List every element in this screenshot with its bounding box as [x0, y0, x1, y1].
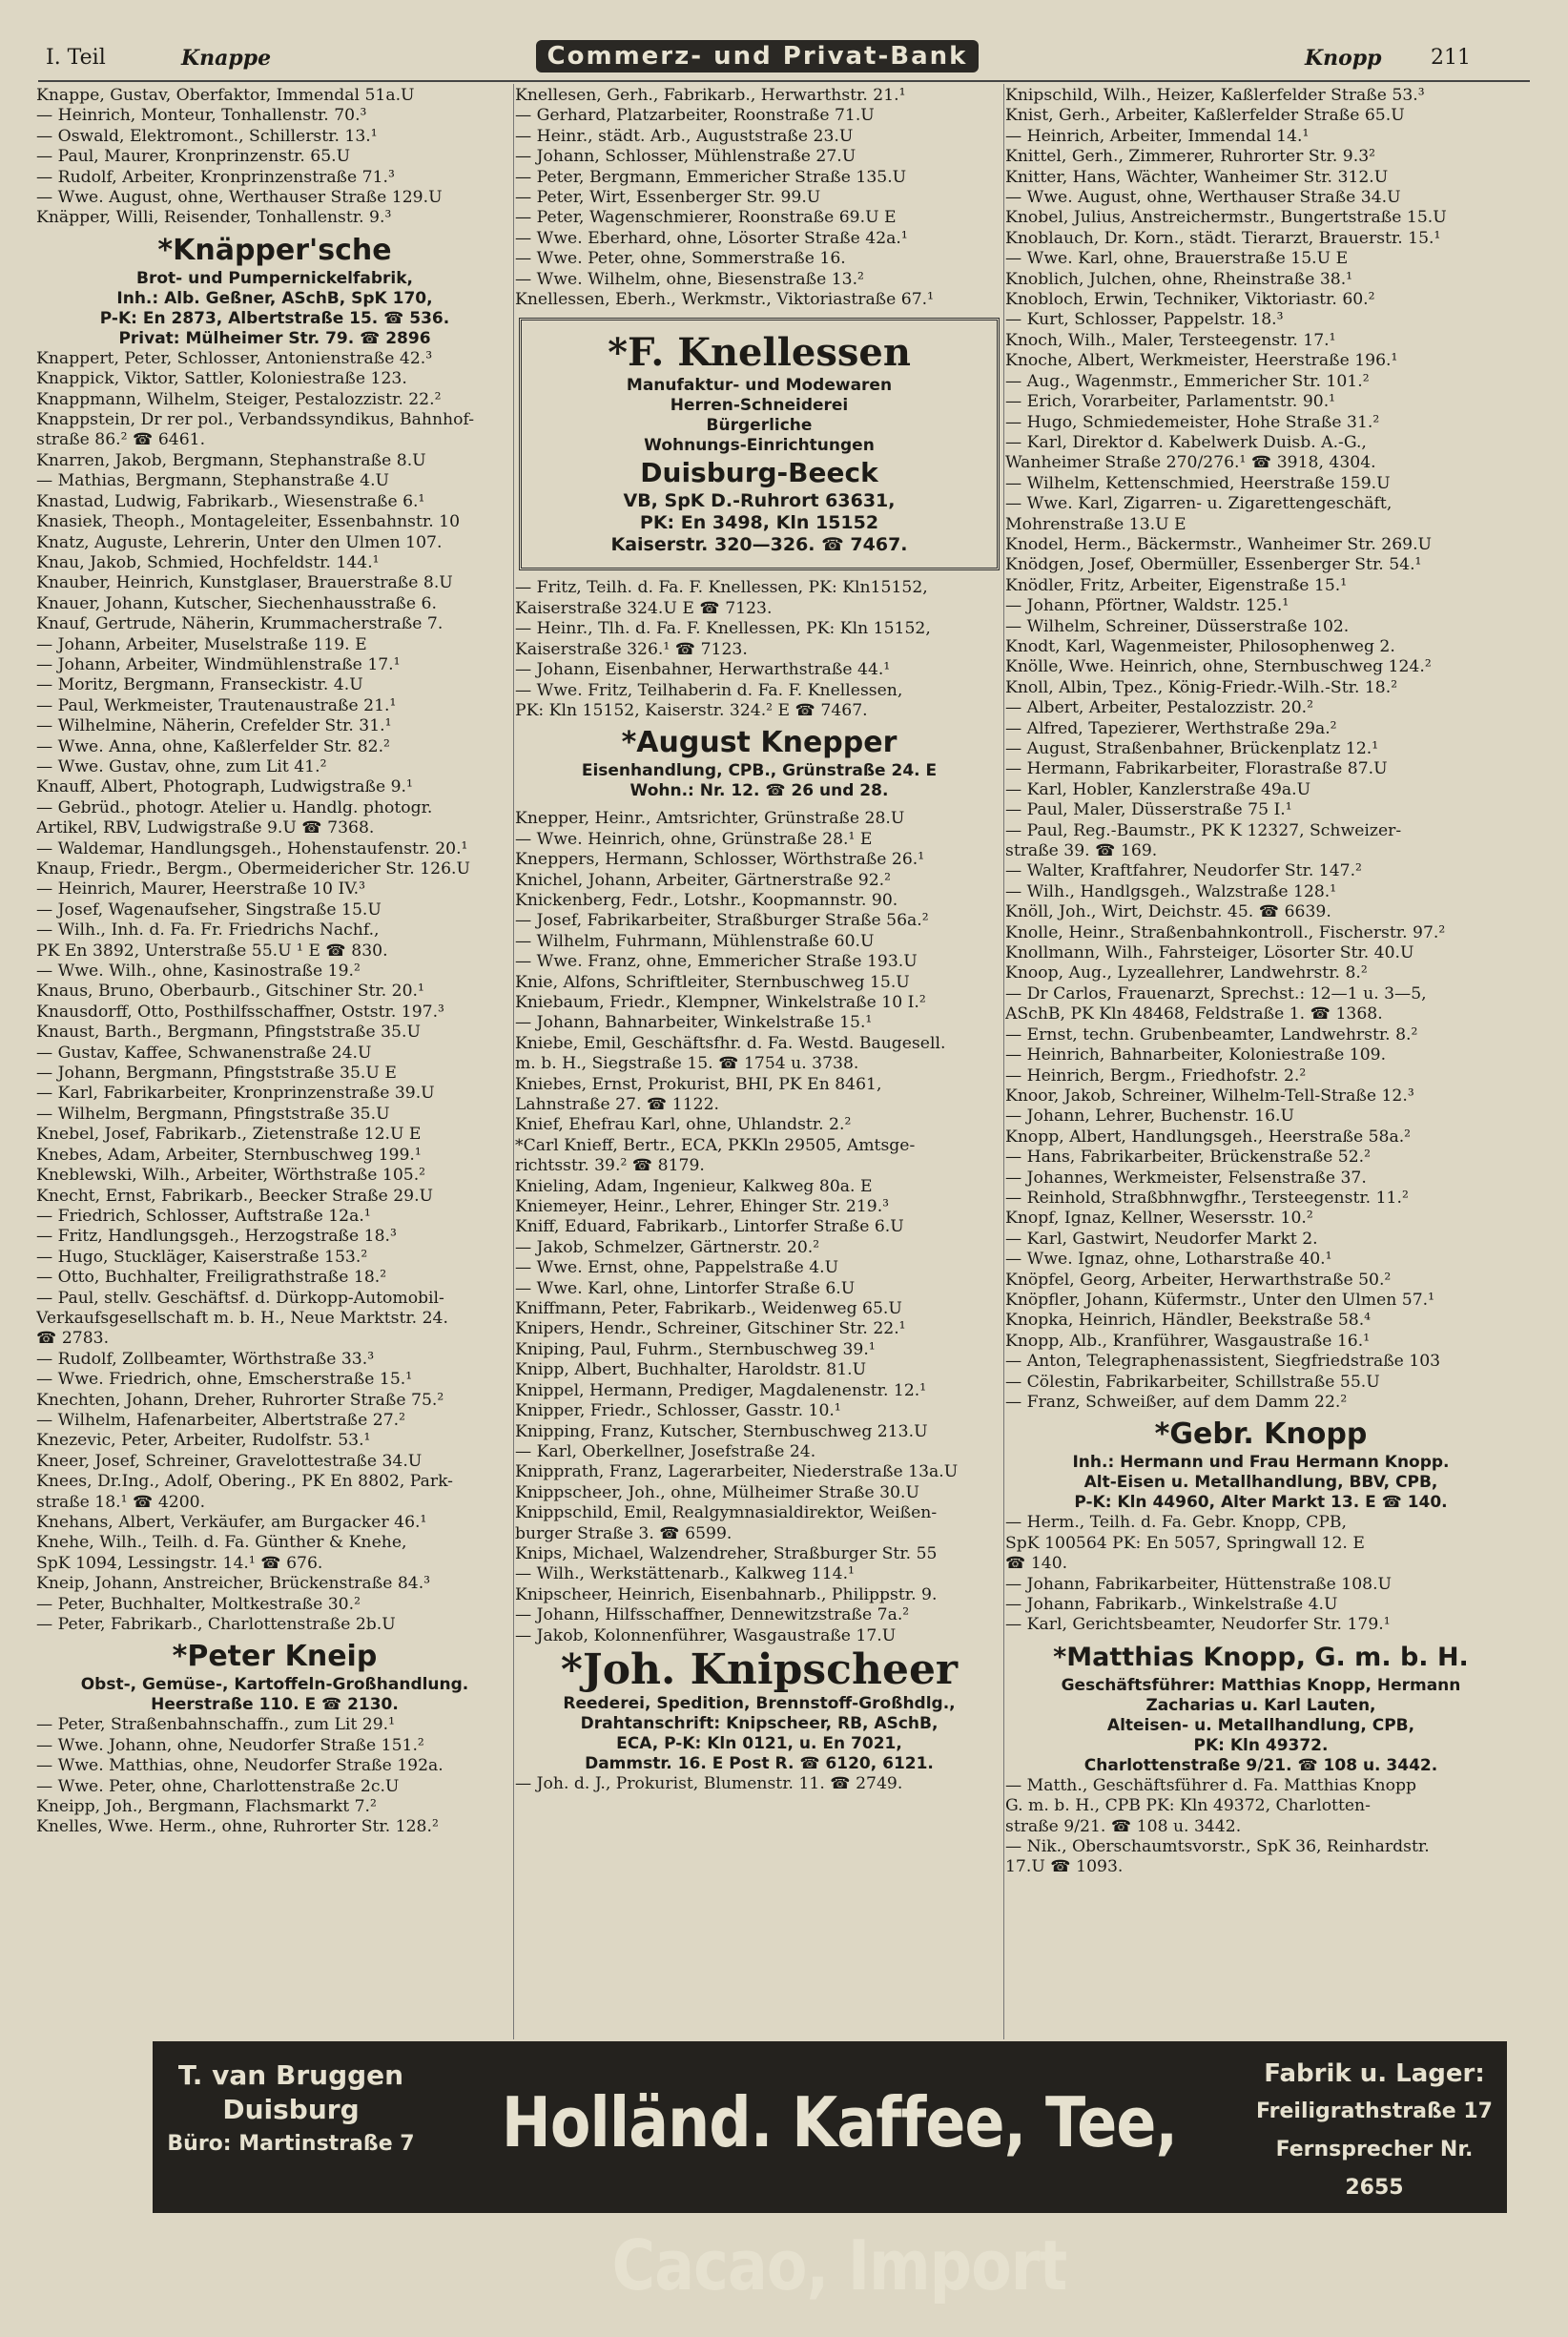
directory-entry: Lahnstraße 27. ☎ 1122. [515, 1095, 719, 1114]
directory-entry: — Johann, Schlosser, Mühlenstraße 27.U [515, 147, 856, 167]
directory-entry: — Franz, Schweißer, auf dem Damm 22.² [1005, 1393, 1348, 1412]
directory-entry: Knoblauch, Dr. Korn., städt. Tierarzt, Brauerstr. 15.¹ [1005, 228, 1441, 248]
directory-entry: Knieling, Adam, Ingenieur, Kalkweg 80a. E [515, 1176, 873, 1196]
directory-entry: Knödler, Fritz, Arbeiter, Eigenstraße 15.¹ [1005, 575, 1348, 595]
ad-line: P-K: En 2873, Albertstraße 15. ☎ 536. [99, 308, 450, 328]
directory-entry: G. m. b. H., CPB PK: Kln 49372, Charlotten- [1005, 1796, 1371, 1816]
directory-entry: richtsstr. 39.² ☎ 8179. [515, 1156, 705, 1176]
directory-entry: Kniffmann, Peter, Fabrikarb., Weidenweg 65.U [515, 1299, 902, 1319]
directory-entry: — Paul, Maurer, Kronprinzenstr. 65.U [36, 147, 351, 167]
directory-entry: — Mathias, Bergmann, Stephanstraße 4.U [36, 471, 390, 491]
directory-entry: Knöll, Joh., Wirt, Deichstr. 45. ☎ 6639. [1005, 902, 1331, 922]
directory-entry: Knopp, Alb., Kranführer, Wasgaustraße 16.¹ [1005, 1331, 1371, 1351]
directory-entry: — Johann, Pförtner, Waldstr. 125.¹ [1005, 596, 1289, 616]
directory-entry: — Johann, Fabrikarb., Winkelstraße 4.U [1005, 1595, 1338, 1615]
directory-entry: — Hermann, Fabrikarbeiter, Florastraße 87.U [1005, 759, 1388, 779]
directory-entry: Knittel, Gerh., Zimmerer, Ruhrorter Str. 9.3² [1005, 147, 1376, 167]
directory-entry: — Wilh., Handlgsgeh., Walzstraße 128.¹ [1005, 881, 1337, 901]
ad-line: Drahtanschrift: Knipscheer, RB, ASchB, [580, 1713, 939, 1733]
directory-entry: straße 9/21. ☎ 108 u. 3442. [1005, 1816, 1242, 1836]
ad-line: Duisburg-Beeck [640, 457, 878, 489]
directory-entry: — Rudolf, Arbeiter, Kronprinzenstraße 71.³ [36, 167, 395, 187]
directory-entry: Knehans, Albert, Verkäufer, am Burgacker 46.¹ [36, 1513, 427, 1532]
directory-entry: Kneip, Johann, Anstreicher, Brückenstraße 84.³ [36, 1574, 431, 1594]
directory-entry: Knipscheer, Heinrich, Eisenbahnarb., Philippstr. 9. [515, 1584, 938, 1604]
footer-office: Büro: Martinstraße 7 [167, 2132, 415, 2156]
ad-line: Geschäftsführer: Matthias Knopp, Hermann [1061, 1675, 1461, 1695]
directory-entry: Kaiserstraße 324.U E ☎ 7123. [515, 598, 773, 618]
directory-entry: Knezevic, Peter, Arbeiter, Rudolfstr. 53.¹ [36, 1431, 371, 1451]
directory-entry: — Wwe. Johann, ohne, Neudorfer Straße 151.² [36, 1735, 424, 1755]
directory-entry: Wanheimer Straße 270/276.¹ ☎ 3918, 4304. [1005, 453, 1376, 473]
right-guide-name: Knopp [1305, 46, 1382, 71]
directory-entry: Kneppers, Hermann, Schlosser, Wörthstraße 26.¹ [515, 850, 925, 870]
directory-entry: — Josef, Wagenaufseher, Singstraße 15.U [36, 900, 382, 920]
directory-entry: Knolle, Heinr., Straßenbahnkontroll., Fischerstr. 97.² [1005, 922, 1446, 942]
directory-entry: — Wwe. Wilh., ohne, Kasinostraße 19.² [36, 962, 361, 982]
directory-entry: — Jakob, Kolonnenführer, Wasgaustraße 17.U [515, 1625, 897, 1645]
directory-entry: Knaust, Barth., Bergmann, Pfingststraße 35.U [36, 1023, 421, 1043]
col3-entries-top [1005, 86, 1516, 1413]
directory-entry: Knippscheer, Joh., ohne, Mülheimer Straße 30.U [515, 1482, 919, 1502]
directory-entry: — Waldemar, Handlungsgeh., Hohenstaufenstr. 20.¹ [36, 838, 468, 858]
directory-entry: — Wwe. Karl, ohne, Brauerstraße 15.U E [1005, 249, 1349, 269]
directory-entry: Knöpfler, Johann, Küfermstr., Unter den Ulmen 57.¹ [1005, 1290, 1435, 1310]
column-3 [1005, 86, 1516, 2043]
directory-entry: Kniemeyer, Heinr., Lehrer, Ehinger Str. 219.³ [515, 1197, 890, 1217]
directory-entry: Knipping, Franz, Kutscher, Sternbuschweg 213.U [515, 1421, 928, 1441]
ad-line: Manufaktur- und Modewaren [626, 376, 893, 396]
ad-line: Kaiserstr. 320—326. ☎ 7467. [610, 534, 908, 556]
knepper-ad-title: *August Knepper [621, 726, 897, 760]
directory-entry: — Wwe. August, ohne, Werthauser Straße 34.U [1005, 188, 1401, 208]
directory-entry: Knie, Alfons, Schriftleiter, Sternbuschweg 15.U [515, 972, 910, 992]
directory-entry: — Fritz, Handlungsgeh., Herzogstraße 18.³ [36, 1227, 397, 1247]
directory-entry: — Reinhold, Straßbhnwgfhr., Tersteegenstr. 11.² [1005, 1188, 1409, 1208]
directory-entry: — Wilh., Werkstättenarb., Kalkweg 114.¹ [515, 1564, 855, 1584]
ad-line: Alteisen- u. Metallhandlung, CPB, [1106, 1715, 1415, 1735]
directory-entry: straße 39. ☎ 169. [1005, 841, 1158, 861]
directory-entry: — Cölestin, Fabrikarbeiter, Schillstraße 55.U [1005, 1372, 1380, 1392]
left-guide-name: Knappe [181, 46, 272, 71]
directory-entry: — Wilhelm, Fuhrmann, Mühlenstraße 60.U [515, 931, 875, 951]
directory-entry: Knausdorff, Otto, Posthilfsschaffner, Oststr. 197.³ [36, 1002, 444, 1022]
directory-entry: — Wwe. Karl, ohne, Lintorfer Straße 6.U [515, 1278, 856, 1298]
directory-entry: — Heinrich, Bahnarbeiter, Koloniestraße 109. [1005, 1045, 1387, 1065]
directory-entry: — Anton, Telegraphenassistent, Siegfriedstraße 103 [1005, 1352, 1441, 1372]
directory-entry: — Wilhelm, Kettenschmied, Heerstraße 159.U [1005, 473, 1391, 493]
directory-entry: Knobel, Julius, Anstreichermstr., Bungertstraße 15.U [1005, 208, 1447, 228]
directory-entry: — Wwe. Heinrich, ohne, Grünstraße 28.¹ E [515, 829, 873, 849]
directory-entry: — Otto, Buchhalter, Freiligrathstraße 18.² [36, 1268, 387, 1288]
knipscheer-ad-title: *Joh. Knipscheer [560, 1644, 959, 1694]
directory-entry: — August, Straßenbahner, Brückenplatz 12.¹ [1005, 739, 1379, 758]
directory-entry: Knipers, Hendr., Schreiner, Gitschiner Str. 22.¹ [515, 1319, 906, 1339]
directory-entry: — Wwe. Eberhard, ohne, Lösorter Straße 42a.¹ [515, 228, 908, 248]
directory-entry: — Johann, Lehrer, Buchenstr. 16.U [1005, 1106, 1295, 1127]
ad-title: *Knäpper'sche [157, 233, 392, 267]
directory-entry: Knepper, Heinr., Amtsrichter, Grünstraße 28.U [515, 809, 905, 829]
directory-entry: — Jakob, Schmelzer, Gärtnerstr. 20.² [515, 1237, 820, 1257]
directory-entry: Knauer, Johann, Kutscher, Siechenhausstraße 6. [36, 593, 437, 613]
directory-entry: Knappe, Gustav, Oberfaktor, Immendal 51a.U [36, 86, 415, 105]
directory-entry: — Gustav, Kaffee, Schwanenstraße 24.U [36, 1043, 372, 1063]
directory-entry: — Heinrich, Monteur, Tonhallenstr. 70.³ [36, 106, 367, 126]
directory-entry: Knauber, Heinrich, Kunstglaser, Brauerstraße 8.U [36, 573, 453, 593]
directory-entry: — Peter, Straßenbahnschaffn., zum Lit 29.¹ [36, 1715, 396, 1735]
directory-entry: ☎ 140. [1005, 1554, 1068, 1574]
directory-entry: — Johann, Hilfsschaffner, Dennewitzstraße 7a.² [515, 1605, 910, 1625]
directory-entry: — Herm., Teilh. d. Fa. Gebr. Knopp, CPB, [1005, 1513, 1348, 1533]
directory-entry: — Wwe. August, ohne, Werthauser Straße 129.U [36, 188, 443, 208]
directory-entry: — Matth., Geschäftsführer d. Fa. Matthias Knopp [1005, 1775, 1416, 1795]
ad-line: Privat: Mülheimer Str. 79. ☎ 2896 [118, 328, 431, 348]
directory-entry: Knipper, Friedr., Schlosser, Gasstr. 10.¹ [515, 1401, 841, 1421]
knellessen-advertisement [519, 318, 1000, 570]
directory-entry: — Wilh., Inh. d. Fa. Fr. Friedrichs Nachf., [36, 920, 380, 941]
directory-entry: Knebel, Josef, Fabrikarb., Zietenstraße 12.U E [36, 1125, 422, 1145]
directory-entry: — Wwe. Karl, Zigarren- u. Zigarettengeschäft, [1005, 494, 1393, 514]
ad-line: Inh.: Hermann und Frau Hermann Knopp. [1072, 1453, 1450, 1473]
directory-entry: straße 86.² ☎ 6461. [36, 430, 206, 450]
directory-entry: Knoll, Albin, Tpez., König-Friedr.-Wilh.-Str. 18.² [1005, 677, 1398, 697]
directory-entry: — Fritz, Teilh. d. Fa. F. Knellessen, PK: Kln15152, [515, 578, 928, 598]
footer-factory [1249, 2055, 1499, 2207]
directory-entry: Kniebe, Emil, Geschäftsfhr. d. Fa. Westd. Baugesell. [515, 1033, 946, 1053]
directory-entry: — Dr Carlos, Frauenarzt, Sprechst.: 12—1 u. 3—5, [1005, 983, 1427, 1003]
directory-entry: — Wilhelm, Hafenarbeiter, Albertstraße 27.² [36, 1410, 406, 1430]
directory-entry: — Hans, Fabrikarbeiter, Brückenstraße 52.² [1005, 1148, 1372, 1168]
directory-entry: — Johannes, Werkmeister, Felsenstraße 37. [1005, 1168, 1367, 1188]
directory-entry: Knasiek, Theoph., Montageleiter, Essenbahnstr. 10 [36, 512, 461, 532]
directory-entry: Knölle, Wwe. Heinrich, ohne, Sternbuschweg 124.² [1005, 657, 1432, 677]
footer-factory-label: Fabrik u. Lager: [1264, 2059, 1485, 2088]
ad-line: P-K: Kln 44960, Alter Markt 13. E ☎ 140. [1074, 1493, 1448, 1513]
col3-entries-low [1005, 1776, 1516, 1878]
ad-line: ECA, P-K: Kln 0121, u. En 7021, [616, 1733, 902, 1753]
directory-entry: Verkaufsgesellschaft m. b. H., Neue Marktstr. 24. [36, 1308, 448, 1328]
directory-entry: — Josef, Fabrikarbeiter, Straßburger Straße 56a.² [515, 911, 929, 931]
column-1 [36, 86, 513, 2043]
directory-entry: ☎ 2783. [36, 1329, 110, 1349]
directory-entry: — Paul, Werkmeister, Trautenaustraße 21.¹ [36, 695, 397, 715]
directory-entry: Artikel, RBV, Ludwigstraße 9.U ☎ 7368. [36, 818, 375, 838]
directory-entry: Kneblewski, Wilh., Arbeiter, Wörthstraße 105.² [36, 1166, 426, 1186]
directory-entry: — Peter, Buchhalter, Moltkestraße 30.² [36, 1594, 361, 1614]
directory-entry: — Wwe. Gustav, ohne, zum Lit 41.² [36, 756, 327, 776]
directory-entry: — Ernst, techn. Grubenbeamter, Landwehrstr. 8.² [1005, 1024, 1418, 1044]
directory-entry: — Heinrich, Arbeiter, Immendal 14.¹ [1005, 126, 1310, 146]
directory-entry: Knödgen, Josef, Obermüller, Essenberger Str. 54.¹ [1005, 555, 1422, 575]
footer-company-name: T. van Bruggen [177, 2059, 404, 2091]
directory-entry: Kneipp, Joh., Bergmann, Flachsmarkt 7.² [36, 1797, 377, 1817]
directory-entry: — Hugo, Schmiedemeister, Hohe Straße 31.² [1005, 412, 1380, 432]
directory-entry: Knopka, Heinrich, Händler, Beekstraße 58.⁴ [1005, 1311, 1372, 1331]
directory-entry: Knau, Jakob, Schmied, Hochfeldstr. 144.¹ [36, 552, 380, 572]
directory-entry: Knaus, Bruno, Oberbaurb., Gitschiner Str. 20.¹ [36, 982, 424, 1002]
directory-entry: — Albert, Arbeiter, Pestalozzistr. 20.² [1005, 698, 1314, 718]
directory-entry: Knist, Gerh., Arbeiter, Kaßlerfelder Straße 65.U [1005, 106, 1405, 126]
directory-entry: — Johann, Bergmann, Pfingststraße 35.U E [36, 1064, 397, 1084]
ad-line: Alt-Eisen u. Metallhandlung, BBV, CPB, [1083, 1473, 1438, 1493]
ad-line: VB, SpK D.-Ruhrort 63631, [623, 490, 896, 512]
directory-entry: Knappstein, Dr rer pol., Verbandssyndikus, Bahnhof- [36, 410, 475, 430]
directory-entry: — Wilhelm, Schreiner, Düsserstraße 102. [1005, 616, 1350, 636]
directory-entry: — Karl, Direktor d. Kabelwerk Duisb. A.-G., [1005, 432, 1367, 452]
ad-title: *F. Knellessen [608, 330, 911, 376]
col2-entries-mid [515, 578, 1003, 721]
directory-entry: Knoop, Aug., Lyzeallehrer, Landwehrstr. 8.² [1005, 963, 1368, 983]
directory-entry: — Wwe. Franz, ohne, Emmericher Straße 193.U [515, 952, 918, 972]
directory-entry: — Johann, Fabrikarbeiter, Hüttenstraße 108.U [1005, 1574, 1393, 1594]
directory-entry: Kniping, Paul, Fuhrm., Sternbuschweg 39.¹ [515, 1339, 876, 1359]
directory-entry: Knipp, Albert, Buchhalter, Haroldstr. 81.U [515, 1360, 867, 1380]
directory-entry: Knatz, Auguste, Lehrerin, Unter den Ulmen 107. [36, 532, 443, 552]
directory-entry: Knebes, Adam, Arbeiter, Sternbuschweg 199.¹ [36, 1145, 422, 1165]
directory-entry: Knoch, Wilh., Maler, Tersteegenstr. 17.¹ [1005, 330, 1336, 350]
directory-entry: — Gebrüd., photogr. Atelier u. Handlg. photogr. [36, 797, 433, 817]
directory-entry: — Heinr., Tlh. d. Fa. F. Knellessen, PK: Kln 15152, [515, 619, 931, 639]
directory-entry: — Wwe. Wilhelm, ohne, Biesenstraße 13.² [515, 269, 864, 289]
col2-entries-top [515, 86, 1003, 310]
directory-entry: Knief, Ehefrau Karl, ohne, Uhlandstr. 2.² [515, 1115, 852, 1135]
directory-entry: — Johann, Bahnarbeiter, Winkelstraße 15.¹ [515, 1013, 873, 1033]
directory-entry: Knobloch, Erwin, Techniker, Viktoriastr. 60.² [1005, 290, 1375, 310]
directory-entry: Knoche, Albert, Werkmeister, Heerstraße 196.¹ [1005, 351, 1398, 371]
directory-entry: Knechten, Johann, Dreher, Ruhrorter Straße 75.² [36, 1390, 444, 1410]
directory-entry: — Wwe. Ernst, ohne, Pappelstraße 4.U [515, 1258, 839, 1278]
directory-entry: — Rudolf, Zollbeamter, Wörthstraße 33.³ [36, 1349, 375, 1369]
directory-entry: Knoblich, Julchen, ohne, Rheinstraße 38.¹ [1005, 269, 1353, 289]
directory-entry: — Wwe. Peter, ohne, Sommerstraße 16. [515, 249, 846, 269]
directory-entry: Knappert, Peter, Schlosser, Antonienstraße 42.³ [36, 348, 433, 368]
ad-line: Brot- und Pumpernickelfabrik, [136, 268, 413, 288]
directory-entry: — Johann, Arbeiter, Windmühlenstraße 17.¹ [36, 654, 401, 674]
directory-entry: — Peter, Fabrikarb., Charlottenstraße 2b.U [36, 1615, 396, 1635]
header-rule [38, 80, 1530, 82]
ad-line: Obst-, Gemüse-, Kartoffeln-Großhandlung. [80, 1675, 469, 1695]
directory-entry: — Nik., Oberschaumtsvorstr., SpK 36, Reinhardstr. [1005, 1837, 1430, 1857]
directory-entry: Knappmann, Wilhelm, Steiger, Pestalozzistr. 22.² [36, 389, 442, 409]
directory-entry: — Joh. d. J., Prokurist, Blumenstr. 11. ☎ 2749. [515, 1773, 903, 1793]
directory-entry: Kaiserstraße 326.¹ ☎ 7123. [515, 639, 748, 659]
col2-entries-low [515, 809, 1003, 1646]
directory-entry: Knarren, Jakob, Bergmann, Stephanstraße 8.U [36, 450, 426, 470]
col3-entries-mid [1005, 1513, 1516, 1635]
directory-entry: — Wwe. Anna, ohne, Kaßlerfelder Str. 82.² [36, 736, 390, 756]
footer-factory-address: Freiligrathstraße 17 [1256, 2099, 1493, 2123]
directory-entry: Kniebes, Ernst, Prokurist, BHI, PK En 8461, [515, 1074, 882, 1094]
directory-entry: Knees, Dr.Ing., Adolf, Obering., PK En 8802, Park- [36, 1472, 453, 1492]
directory-entry: Knoor, Jakob, Schreiner, Wilhelm-Tell-Straße 12.³ [1005, 1086, 1414, 1106]
directory-entry: Knäpper, Willi, Reisender, Tonhallenstr. 9.³ [36, 208, 392, 228]
ad-line: Inh.: Alb. Geßner, ASchB, SpK 170, [116, 288, 433, 308]
column-2 [515, 86, 1003, 2043]
ad-line: Herren-Schneiderei [670, 396, 849, 416]
directory-entry: ASchB, PK Kln 48468, Feldstraße 1. ☎ 1368. [1005, 1004, 1383, 1024]
page-number: 211 [1431, 46, 1471, 70]
directory-entry: — Heinr., städt. Arb., Auguststraße 23.U [515, 126, 854, 146]
directory-entry: — Moritz, Bergmann, Franseckistr. 4.U [36, 675, 363, 695]
ad-line: Wohnungs-Einrichtungen [644, 436, 875, 456]
directory-entry: — Heinrich, Bergm., Friedhofstr. 2.² [1005, 1065, 1307, 1086]
directory-entry: Knellessen, Eberh., Werkmstr., Viktoriastraße 67.¹ [515, 290, 935, 310]
directory-entry: — Wwe. Ignaz, ohne, Lotharstraße 40.¹ [1005, 1250, 1332, 1270]
ad-line: Heerstraße 110. E ☎ 2130. [151, 1695, 399, 1715]
directory-entry: Knappick, Viktor, Sattler, Koloniestraße 123. [36, 369, 407, 389]
directory-entry: Knellesen, Gerh., Fabrikarb., Herwarthstr. 21.¹ [515, 86, 906, 105]
directory-entry: Kniebaum, Friedr., Klempner, Winkelstraße 10 I.² [515, 992, 926, 1012]
directory-entry: — Alfred, Tapezierer, Werthstraße 29a.² [1005, 718, 1337, 738]
directory-entry: — Peter, Wirt, Essenberger Str. 99.U [515, 188, 821, 208]
directory-entry: Knopf, Ignaz, Kellner, Wesersstr. 10.² [1005, 1209, 1313, 1229]
directory-entry: Knitter, Hans, Wächter, Wanheimer Str. 312.U [1005, 167, 1389, 187]
directory-entry: Knickenberg, Fedr., Lotshr., Koopmannstr. 90. [515, 890, 898, 910]
directory-entry: — Johann, Eisenbahner, Herwarthstraße 44.¹ [515, 660, 891, 680]
ad-line: Eisenhandlung, CPB., Grünstraße 24. E [581, 761, 938, 781]
directory-entry: — Hugo, Stuckläger, Kaiserstraße 153.² [36, 1247, 368, 1267]
directory-entry: — Karl, Gerichtsbeamter, Neudorfer Str. 179.¹ [1005, 1615, 1391, 1635]
directory-entry: PK En 3892, Unterstraße 55.U ¹ E ☎ 830. [36, 941, 388, 961]
directory-entry: — Johann, Arbeiter, Muselstraße 119. E [36, 634, 367, 654]
directory-entry: Knollmann, Wilh., Fahrsteiger, Lösorter Str. 40.U [1005, 943, 1414, 963]
directory-entry: — Erich, Vorarbeiter, Parlamentstr. 90.¹ [1005, 392, 1336, 412]
directory-entry: — Wwe. Peter, ohne, Charlottenstraße 2c.U [36, 1776, 400, 1796]
directory-entry: Knastad, Ludwig, Fabrikarb., Wiesenstraße 6.¹ [36, 491, 425, 511]
column-divider [513, 84, 514, 2039]
directory-entry: Kneer, Josef, Schreiner, Gravelottestraße 34.U [36, 1451, 423, 1471]
directory-entry: — Walter, Kraftfahrer, Neudorfer Str. 147.² [1005, 861, 1362, 881]
directory-entry: Mohrenstraße 13.U E [1005, 514, 1186, 534]
directory-entry: Knippschild, Emil, Realgymnasialdirektor, Weißen- [515, 1503, 938, 1523]
directory-entry: — Heinrich, Maurer, Heerstraße 10 IV.³ [36, 879, 366, 900]
directory-entry: — Peter, Bergmann, Emmericher Straße 135.U [515, 167, 907, 187]
directory-entry: Kniff, Eduard, Fabrikarb., Lintorfer Straße 6.U [515, 1217, 904, 1237]
part-label: I. Teil [46, 46, 106, 70]
directory-entry: — Wilhelmine, Näherin, Crefelder Str. 31.¹ [36, 716, 392, 736]
footer-city: Duisburg [222, 2094, 360, 2125]
directory-entry: Knöpfel, Georg, Arbeiter, Herwarthstraße 50.² [1005, 1270, 1392, 1290]
directory-entry: — Paul, stellv. Geschäftsf. d. Dürkopp-Automobil- [36, 1288, 444, 1308]
directory-entry: Knodt, Karl, Wagenmeister, Philosophenweg 2. [1005, 636, 1395, 656]
ad-line: Bürgerliche [706, 416, 813, 436]
footer-company [162, 2058, 420, 2161]
directory-entry: Knodel, Herm., Bäckermstr., Wanheimer Str. 269.U [1005, 534, 1433, 554]
directory-entry: — Karl, Oberkellner, Josefstraße 24. [515, 1441, 816, 1461]
footer-phone: Fernsprecher Nr. 2655 [1275, 2138, 1474, 2200]
directory-entry: — Karl, Hobler, Kanzlerstraße 49a.U [1005, 779, 1311, 799]
ad-line: Wohn.: Nr. 12. ☎ 26 und 28. [629, 781, 889, 801]
directory-entry: — Wilhelm, Bergmann, Pfingststraße 35.U [36, 1104, 390, 1124]
directory-entry: Knippel, Hermann, Prediger, Magdalenenstr. 12.¹ [515, 1380, 927, 1400]
ad-line: Reederei, Spedition, Brennstoff-Großhdlg., [563, 1693, 956, 1713]
directory-entry: — Friedrich, Schlosser, Auftstraße 12a.¹ [36, 1206, 371, 1226]
directory-entry: — Paul, Reg.-Baumstr., PK K 12327, Schweizer- [1005, 820, 1402, 840]
directory-entry: PK: Kln 15152, Kaiserstr. 324.² E ☎ 7467. [515, 700, 868, 720]
directory-entry: — Karl, Fabrikarbeiter, Kronprinzenstraße 39.U [36, 1084, 435, 1104]
directory-entry: — Aug., Wagenmstr., Emmericher Str. 101.² [1005, 371, 1370, 391]
directory-entry: burger Straße 3. ☎ 6599. [515, 1523, 732, 1543]
directory-entry: Knipschild, Wilh., Heizer, Kaßlerfelder Straße 53.³ [1005, 86, 1425, 105]
directory-entry: *Carl Knieff, Bertr., ECA, PKKln 29505, Amtsge- [515, 1135, 916, 1155]
directory-entry: — Paul, Maler, Düsserstraße 75 I.¹ [1005, 800, 1292, 820]
directory-entry: SpK 100564 PK: En 5057, Springwall 12. E [1005, 1533, 1365, 1553]
directory-entry: Knauff, Albert, Photograph, Ludwigstraße 9.¹ [36, 777, 413, 797]
directory-entry: Knauf, Gertrude, Näherin, Krummacherstraße 7. [36, 614, 444, 634]
directory-entry: — Wwe. Fritz, Teilhaberin d. Fa. F. Knellessen, [515, 680, 903, 700]
directory-entry: Knipprath, Franz, Lagerarbeiter, Niederstraße 13a.U [515, 1462, 959, 1482]
ad-line: Charlottenstraße 9/21. ☎ 108 u. 3442. [1083, 1755, 1438, 1775]
ad-line: Dammstr. 16. E Post R. ☎ 6120, 6121. [585, 1753, 934, 1773]
directory-entry: Knaup, Friedr., Bergm., Obermeidericher Str. 126.U [36, 859, 470, 879]
directory-entry: Knips, Michael, Walzendreher, Straßburger Str. 55 [515, 1543, 938, 1563]
matthias-knopp-ad-title: *Matthias Knopp, G. m. b. H. [1053, 1642, 1469, 1672]
ad-line: PK: Kln 49372. [1193, 1735, 1329, 1755]
directory-entry: — Kurt, Schlosser, Pappelstr. 18.³ [1005, 310, 1284, 330]
directory-entry: Knopp, Albert, Handlungsgeh., Heerstraße 58a.² [1005, 1127, 1412, 1147]
directory-entry: — Gerhard, Platzarbeiter, Roonstraße 71.U [515, 106, 875, 126]
ad-line: Zacharias u. Karl Lauten, [1145, 1695, 1376, 1715]
footer-slogan: Holländ. Kaffee, Tee, Cacao, Import [501, 2082, 1178, 2306]
directory-entry: Knichel, Johann, Arbeiter, Gärtnerstraße 92.² [515, 870, 892, 890]
gebr-knopp-ad-title: *Gebr. Knopp [1154, 1417, 1368, 1452]
directory-entry: — Wwe. Matthias, ohne, Neudorfer Straße 192a. [36, 1756, 444, 1776]
directory-entry: — Wwe. Friedrich, ohne, Emscherstraße 15.¹ [36, 1370, 413, 1390]
footer-advertisement [153, 2041, 1507, 2306]
directory-entry: SpK 1094, Lessingstr. 14.¹ ☎ 676. [36, 1553, 323, 1573]
ad-line: PK: En 3498, Kln 15152 [639, 512, 879, 534]
directory-entry: Knehe, Wilh., Teilh. d. Fa. Günther & Knehe, [36, 1533, 407, 1553]
directory-entry: — Karl, Gastwirt, Neudorfer Markt 2. [1005, 1229, 1318, 1249]
directory-entry: Knecht, Ernst, Fabrikarb., Beecker Straße 29.U [36, 1186, 434, 1206]
directory-entry: — Peter, Wagenschmierer, Roonstraße 69.U E [515, 208, 897, 228]
directory-entry: straße 18.¹ ☎ 4200. [36, 1492, 206, 1512]
ad-title: *Peter Kneip [172, 1640, 378, 1674]
directory-entry: m. b. H., Siegstraße 15. ☎ 1754 u. 3738. [515, 1054, 859, 1074]
column-divider [1003, 84, 1004, 2039]
directory-entry: — Oswald, Elektromont., Schillerstr. 13.¹ [36, 126, 378, 146]
directory-entry: Knelles, Wwe. Herm., ohne, Ruhrorter Str. 128.² [36, 1817, 439, 1837]
bank-banner: Commerz- und Privat-Bank [536, 40, 979, 72]
directory-entry: 17.U ☎ 1093. [1005, 1857, 1124, 1877]
